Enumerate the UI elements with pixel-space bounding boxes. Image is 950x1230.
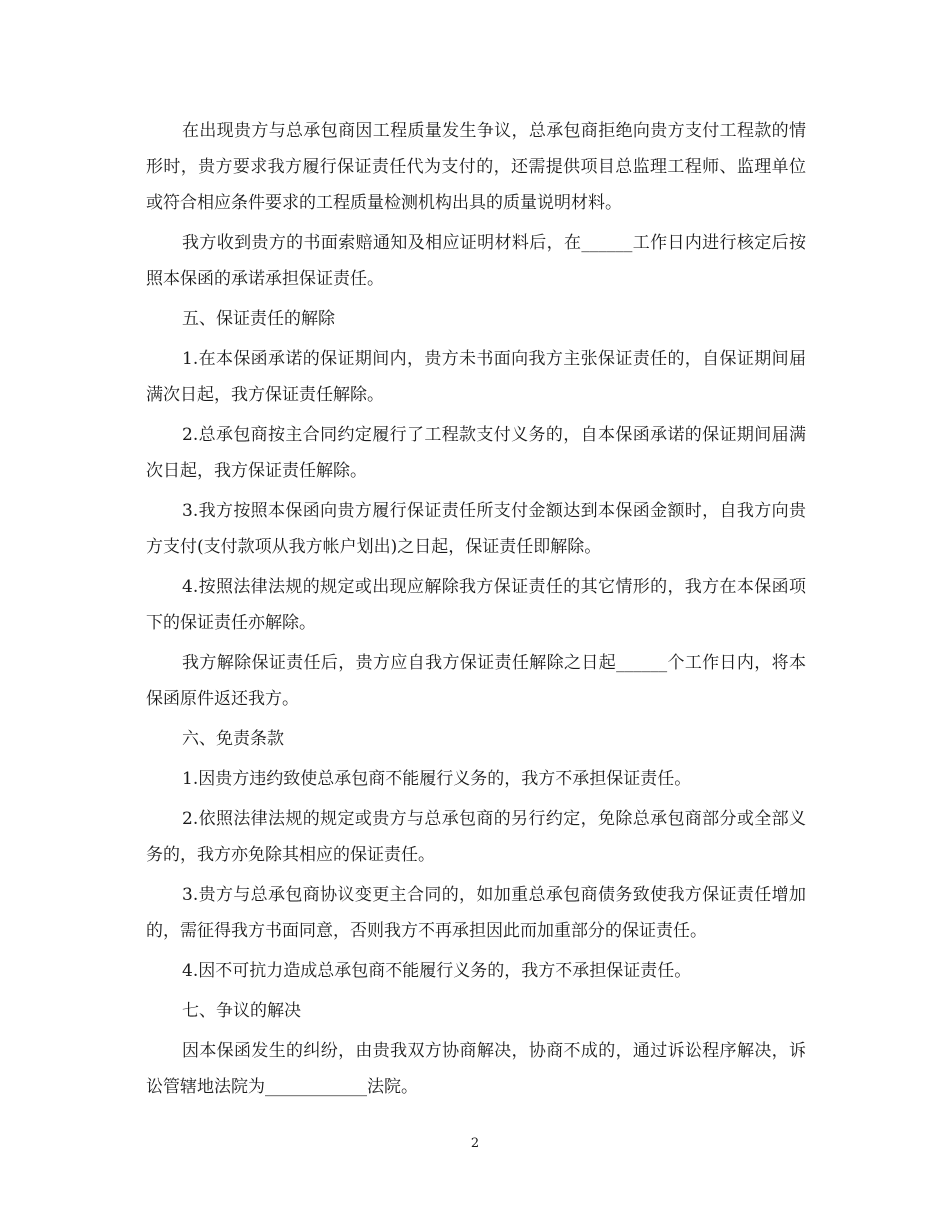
section-heading-release: 五、保证责任的解除 xyxy=(182,309,335,329)
paragraph-claim-verification: 我方收到贵方的书面索赔通知及相应证明材料后，在______工作日内进行核定后按照本保函的承诺承担保证责任。 xyxy=(146,233,806,289)
paragraph-release-4: 4.按照法律法规的规定或出现应解除我方保证责任的其它情形的，我方在本保函项下的保证责任亦解除。 xyxy=(146,577,806,633)
section-heading-dispute: 七、争议的解决 xyxy=(182,1001,301,1021)
paragraph-return-original: 我方解除保证责任后，贵方应自我方保证责任解除之日起______个工作日内，将本保函原件返还我方。 xyxy=(146,653,806,709)
paragraph-release-2: 2.总承包商按主合同约定履行了工程款支付义务的，自本保函承诺的保证期间届满次日起，我方保证责任解除。 xyxy=(146,425,806,481)
paragraph-exemption-1: 1.因贵方违约致使总承包商不能履行义务的，我方不承担保证责任。 xyxy=(182,769,692,789)
paragraph-dispute-resolution: 因本保函发生的纠纷，由贵我双方协商解决，协商不成的，通过诉讼程序解决，诉讼管辖地法院为____________法院。 xyxy=(146,1041,806,1097)
paragraph-release-1: 1.在本保函承诺的保证期间内，贵方未书面向我方主张保证责任的，自保证期间届满次日起，我方保证责任解除。 xyxy=(146,349,806,405)
paragraph-release-3: 3.我方按照本保函向贵方履行保证责任所支付金额达到本保函金额时，自我方向贵方支付(支付款项从我方帐户划出)之日起，保证责任即解除。 xyxy=(146,501,806,557)
paragraph-exemption-2: 2.依照法律法规的规定或贵方与总承包商的另行约定，免除总承包商部分或全部义务的，我方亦免除其相应的保证责任。 xyxy=(146,809,806,865)
paragraph-exemption-4: 4.因不可抗力造成总承包商不能履行义务的，我方不承担保证责任。 xyxy=(182,961,692,981)
page-number: 2 xyxy=(470,1136,480,1151)
paragraph-quality-dispute: 在出现贵方与总承包商因工程质量发生争议，总承包商拒绝向贵方支付工程款的情形时，贵方要求我方履行保证责任代为支付的，还需提供项目总监理工程师、监理单位或符合相应条件要求的工程质量检测机构出具的质量说明材料。 xyxy=(146,121,806,213)
paragraph-exemption-3: 3.贵方与总承包商协议变更主合同的，如加重总承包商债务致使我方保证责任增加的，需征得我方书面同意，否则我方不再承担因此而加重部分的保证责任。 xyxy=(146,885,806,941)
document-body xyxy=(146,113,806,1109)
section-heading-exemption: 六、免责条款 xyxy=(182,729,284,749)
